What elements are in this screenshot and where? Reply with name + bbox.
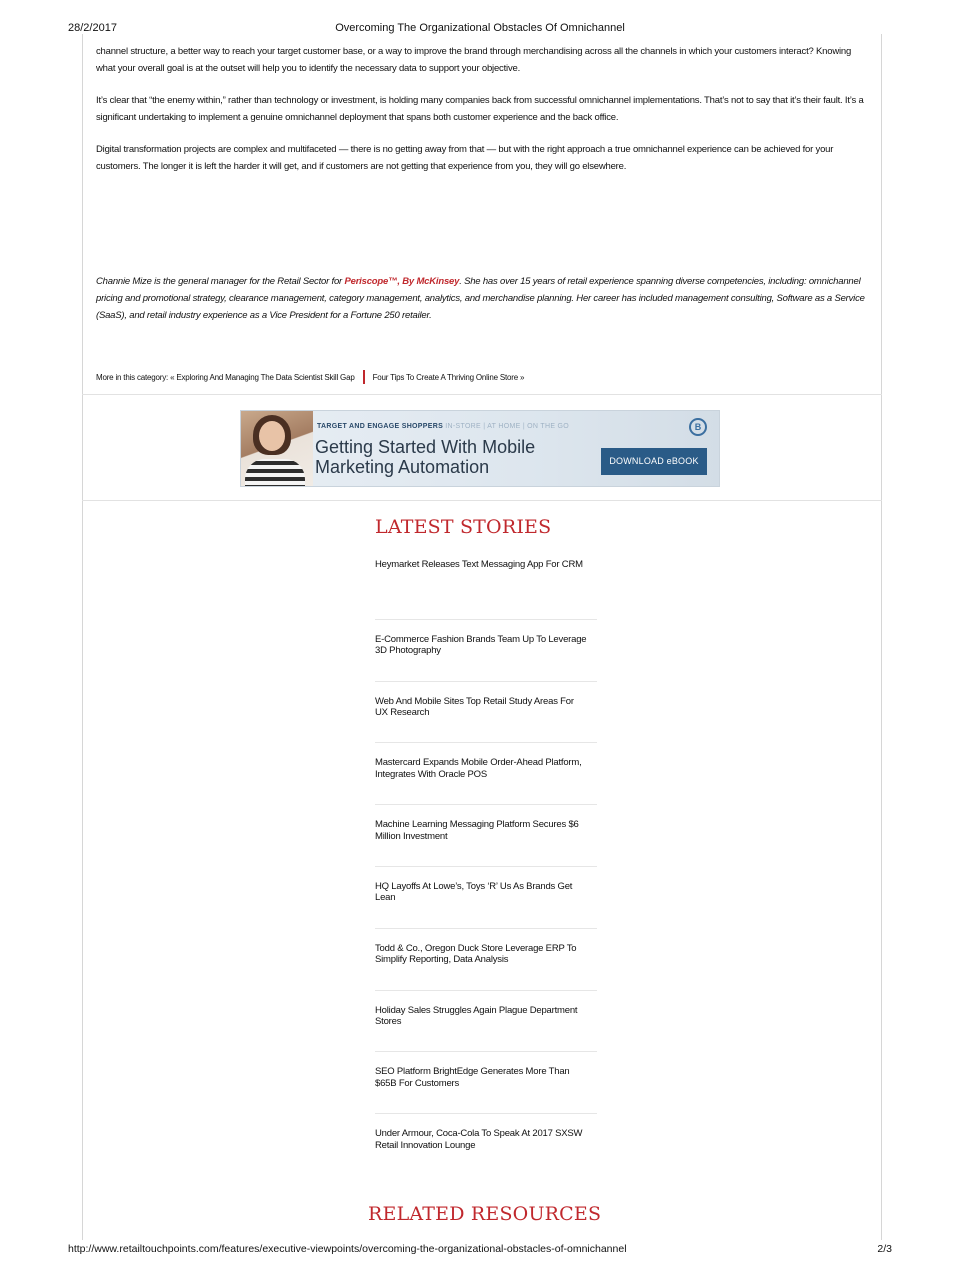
story-link[interactable]: HQ Layoffs At Lowe’s, Toys ‘R’ Us As Brands Get Lean: [375, 867, 597, 929]
story-link[interactable]: Mastercard Expands Mobile Order-Ahead Platform, Integrates With Oracle POS: [375, 743, 597, 805]
section-divider: [82, 500, 882, 501]
print-page-title: Overcoming The Organizational Obstacles Of Omnichannel: [335, 22, 625, 34]
author-bio-text: Channie Mize is the general manager for the Retail Sector for: [96, 276, 345, 287]
ad-kicker: TARGET AND ENGAGE SHOPPERS IN-STORE | AT HOME | ON THE GO: [317, 423, 570, 430]
print-date: 28/2/2017: [68, 22, 117, 34]
story-link[interactable]: Web And Mobile Sites Top Retail Study Areas For UX Research: [375, 682, 597, 744]
previous-article-link[interactable]: More in this category: « Exploring And Managing The Data Scientist Skill Gap: [96, 372, 355, 382]
story-link[interactable]: Heymarket Releases Text Messaging App For CRM: [375, 558, 597, 620]
latest-stories-heading: LATEST STORIES: [375, 516, 552, 538]
article-paragraph: channel structure, a better way to reach your target customer base, or a way to improve the brand through merchandising across all the channels in which your customers interact? Knowing what your overall goal is at the outset will help you to identify the necessary data to support your objective.: [96, 46, 852, 74]
story-link[interactable]: Machine Learning Messaging Platform Secures $6 Million Investment: [375, 805, 597, 867]
ad-brand-logo-icon: B: [689, 418, 707, 436]
article-body: [96, 44, 866, 191]
latest-stories-list: [375, 558, 597, 1176]
print-page-number: 2/3: [877, 1243, 892, 1255]
story-link[interactable]: SEO Platform BrightEdge Generates More Than $65B For Customers: [375, 1052, 597, 1114]
print-url: http://www.retailtouchpoints.com/features/executive-viewpoints/overcoming-the-organizational-obstacles-of-omnichannel: [68, 1243, 627, 1255]
story-link[interactable]: Holiday Sales Struggles Again Plague Department Stores: [375, 991, 597, 1053]
related-resources-heading: RELATED RESOURCES: [368, 1203, 602, 1225]
article-paragraph: Digital transformation projects are complex and multifaceted — there is no getting away from that — but with the right approach a true omnichannel experience can be achieved for your customers. The longer it is left the harder it will get, and if customers are not getting that experience from you, they will go elsewhere.: [96, 144, 834, 172]
section-divider: [82, 394, 882, 395]
ad-photo: [241, 411, 313, 487]
story-link[interactable]: Todd & Co., Oregon Duck Store Leverage ERP To Simplify Reporting, Data Analysis: [375, 929, 597, 991]
category-separator: [363, 370, 365, 384]
ad-headline: Getting Started With Mobile Marketing Automation: [315, 437, 536, 477]
ad-download-button[interactable]: DOWNLOAD eBOOK: [601, 448, 707, 475]
story-link[interactable]: Under Armour, Coca-Cola To Speak At 2017 SXSW Retail Innovation Lounge: [375, 1128, 583, 1151]
author-bio: [96, 273, 866, 324]
next-article-link[interactable]: Four Tips To Create A Thriving Online Store »: [372, 372, 525, 382]
author-bio-text: . She has over 15 years of retail experience spanning diverse competencies, including: omnichannel pricing and promotional strategy, clearance management, category management, analytics, and merchandise planning. Her career has included management consulting, Software as a Service (SaaS), and retail industry experience as a Vice President for a Fortune 250 retailer.: [96, 276, 865, 321]
author-company-link[interactable]: Periscope™, By McKinsey: [344, 276, 460, 287]
article-paragraph: It’s clear that “the enemy within,” rather than technology or investment, is holding many companies back from successful omnichannel implementations. That’s not to say that it’s their fault. It’s a significant undertaking to implement a genuine omnichannel deployment that spans both customer experience and the back office.: [96, 95, 864, 123]
more-in-category: [96, 370, 524, 384]
story-link[interactable]: E-Commerce Fashion Brands Team Up To Leverage 3D Photography: [375, 620, 597, 682]
ad-banner[interactable]: [240, 410, 720, 487]
